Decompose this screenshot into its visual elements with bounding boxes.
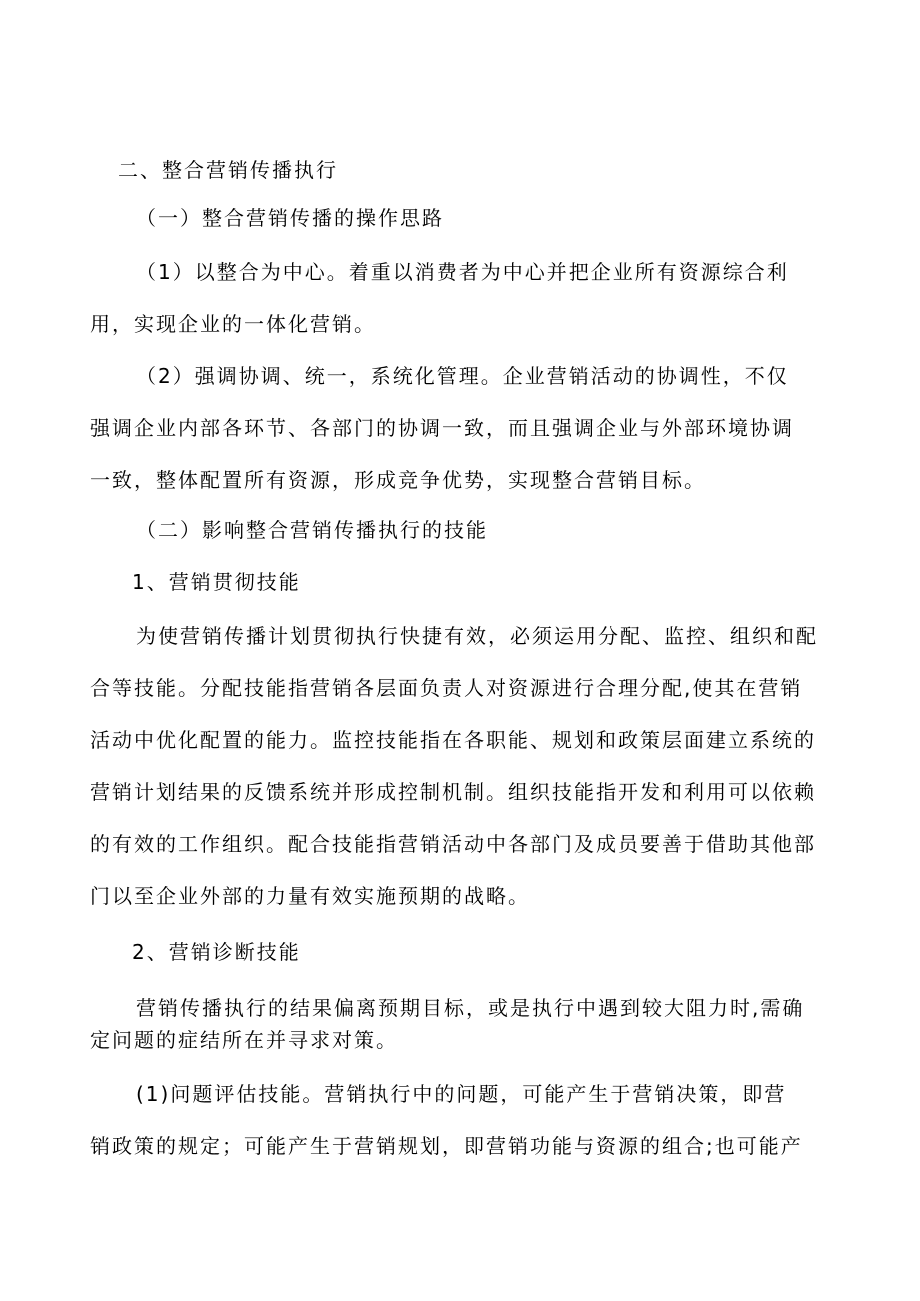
paragraph-line: （2）强调协调、统一，系统化管理。企业营销活动的协调性，不仅 — [136, 364, 789, 388]
skill-heading: 1、营销贯彻技能 — [132, 570, 301, 594]
sub-heading-approach: （一）整合营销传播的操作思路 — [136, 206, 444, 230]
paragraph-line: 门以至企业外部的力量有效实施预期的战略。 — [90, 884, 530, 908]
paragraph-line: 定问题的症结所在并寻求对策。 — [90, 1028, 398, 1052]
paragraph-line: 合等技能。分配技能指营销各层面负责人对资源进行合理分配,使其在营销 — [90, 676, 803, 700]
paragraph-line: （1）以整合为中心。着重以消费者为中心并把企业所有资源综合利 — [136, 260, 789, 284]
paragraph-line: 用，实现企业的一体化营销。 — [90, 312, 376, 336]
paragraph-line: 活动中优化配置的能力。监控技能指在各职能、规划和政策层面建立系统的 — [90, 728, 816, 752]
paragraph-line: 营销计划结果的反馈系统并形成控制机制。组织技能指开发和利用可以依赖 — [90, 780, 816, 804]
skill-heading: 2、营销诊断技能 — [132, 940, 301, 964]
sub-heading-skills: （二）影响整合营销传播执行的技能 — [136, 518, 488, 542]
paragraph-line: 的有效的工作组织。配合技能指营销活动中各部门及成员要善于借助其他部 — [90, 832, 816, 856]
section-heading: 二、整合营销传播执行 — [118, 158, 338, 182]
paragraph-line: 销政策的规定；可能产生于营销规划，即营销功能与资源的组合;也可能产 — [90, 1134, 803, 1158]
paragraph-line: 为使营销传播计划贯彻执行快捷有效，必须运用分配、监控、组织和配 — [136, 624, 818, 648]
paragraph-line: 营销传播执行的结果偏离预期目标，或是执行中遇到较大阻力时,需确 — [136, 996, 805, 1020]
paragraph-line: 强调企业内部各环节、各部门的协调一致，而且强调企业与外部环境协调 — [90, 416, 794, 440]
paragraph-line: (1)问题评估技能。营销执行中的问题，可能产生于营销决策，即营 — [136, 1082, 787, 1106]
paragraph-line: 一致，整体配置所有资源，形成竞争优势，实现整合营销目标。 — [90, 468, 706, 492]
